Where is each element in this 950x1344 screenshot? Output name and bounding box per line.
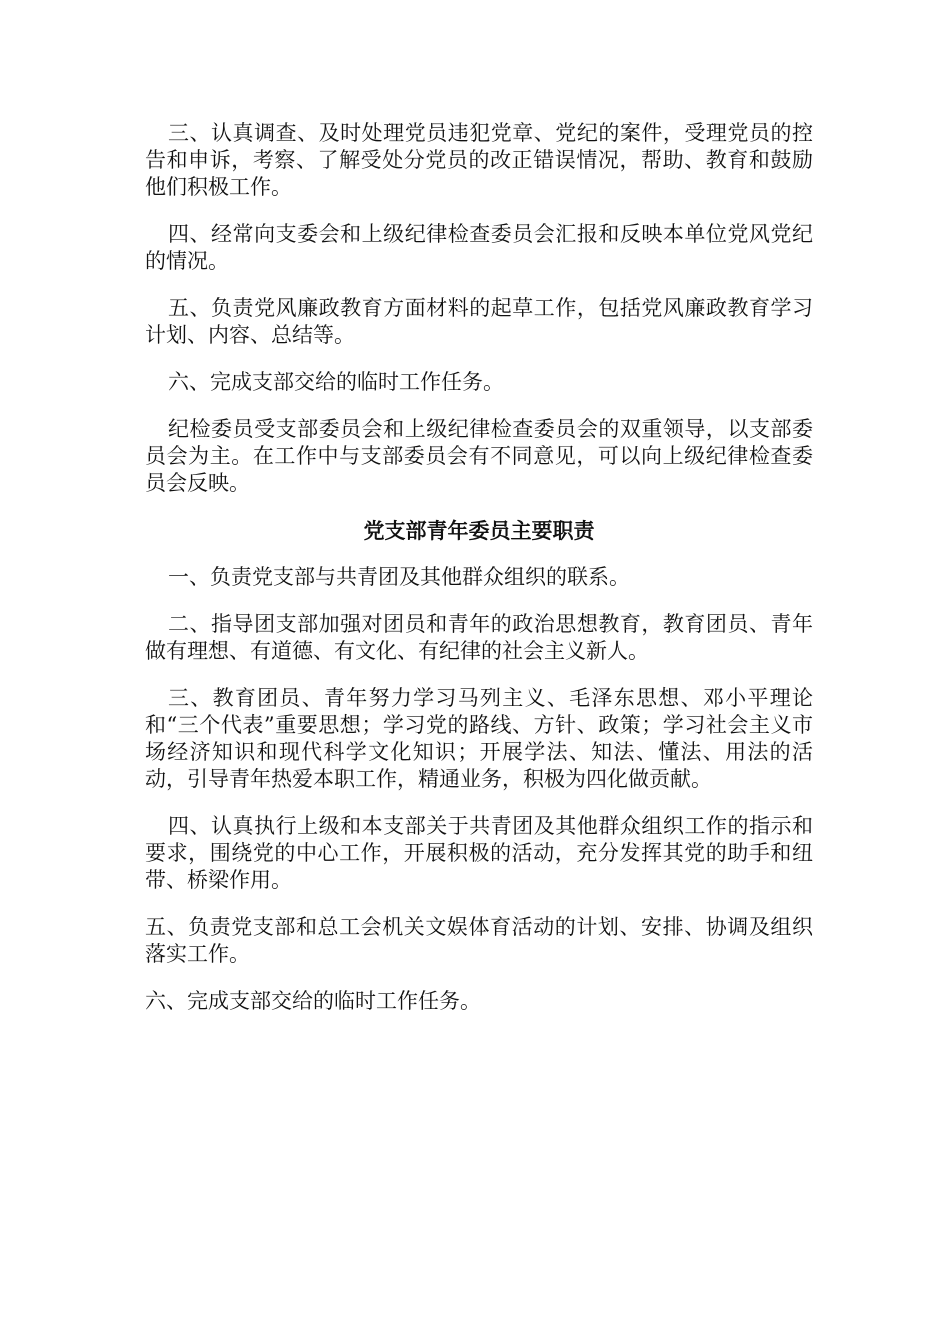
paragraph-youth-3: 三、教育团员、青年努力学习马列主义、毛泽东思想、邓小平理论和“三个代表”重要思想；学习党的路线、方针、政策；学习社会主义市场经济知识和现代科学文化知识；开展学法、知法、懂法、用法的活动，引导青年热爱本职工作，精通业务，积极为四化做贡献。 [145,686,813,791]
paragraph-youth-4: 四、认真执行上级和本支部关于共青团及其他群众组织工作的指示和要求，围绕党的中心工作，开展积极的活动，充分发挥其党的助手和纽带、桥梁作用。 [145,814,813,892]
paragraph-discipline-6: 六、完成支部交给的临时工作任务。 [168,370,504,394]
paragraph-youth-2: 二、指导团支部加强对团员和青年的政治思想教育，教育团员、青年做有理想、有道德、有文化、有纪律的社会主义新人。 [145,612,813,663]
paragraph-spacer [145,793,813,813]
paragraph-spacer [145,396,813,416]
paragraph-youth-1: 一、负责党支部与共青团及其他群众组织的联系。 [168,565,630,589]
paragraph-spacer [145,894,813,914]
paragraph-discipline-summary: 纪检委员受支部委员会和上级纪律检查委员会的双重领导，以支部委员会为主。在工作中与支部委员会有不同意见，可以向上级纪律检查委员会反映。 [145,417,813,495]
paragraph-spacer [145,201,813,221]
paragraph-spacer [145,497,813,517]
paragraph-discipline-5: 五、负责党风廉政教育方面材料的起草工作，包括党风廉政教育学习计划、内容、总结等。 [145,296,813,347]
paragraph-youth-5: 五、负责党支部和总工会机关文娱体育活动的计划、安排、协调及组织落实工作。 [145,915,813,966]
paragraph-youth-6: 六、完成支部交给的临时工作任务。 [145,989,481,1013]
paragraph-spacer [145,591,813,611]
document-page [145,120,813,1015]
section-title-youth-committee: 党支部青年委员主要职责 [363,518,595,543]
paragraph-discipline-4: 四、经常向支委会和上级纪律检查委员会汇报和反映本单位党风党纪的情况。 [145,222,813,273]
paragraph-spacer [145,544,813,564]
paragraph-spacer [145,275,813,295]
paragraph-discipline-3: 三、认真调查、及时处理党员违犯党章、党纪的案件，受理党员的控告和申诉，考察、了解受处分党员的改正错误情况，帮助、教育和鼓励他们积极工作。 [145,121,813,199]
paragraph-spacer [145,968,813,988]
paragraph-spacer [145,665,813,685]
paragraph-spacer [145,349,813,369]
